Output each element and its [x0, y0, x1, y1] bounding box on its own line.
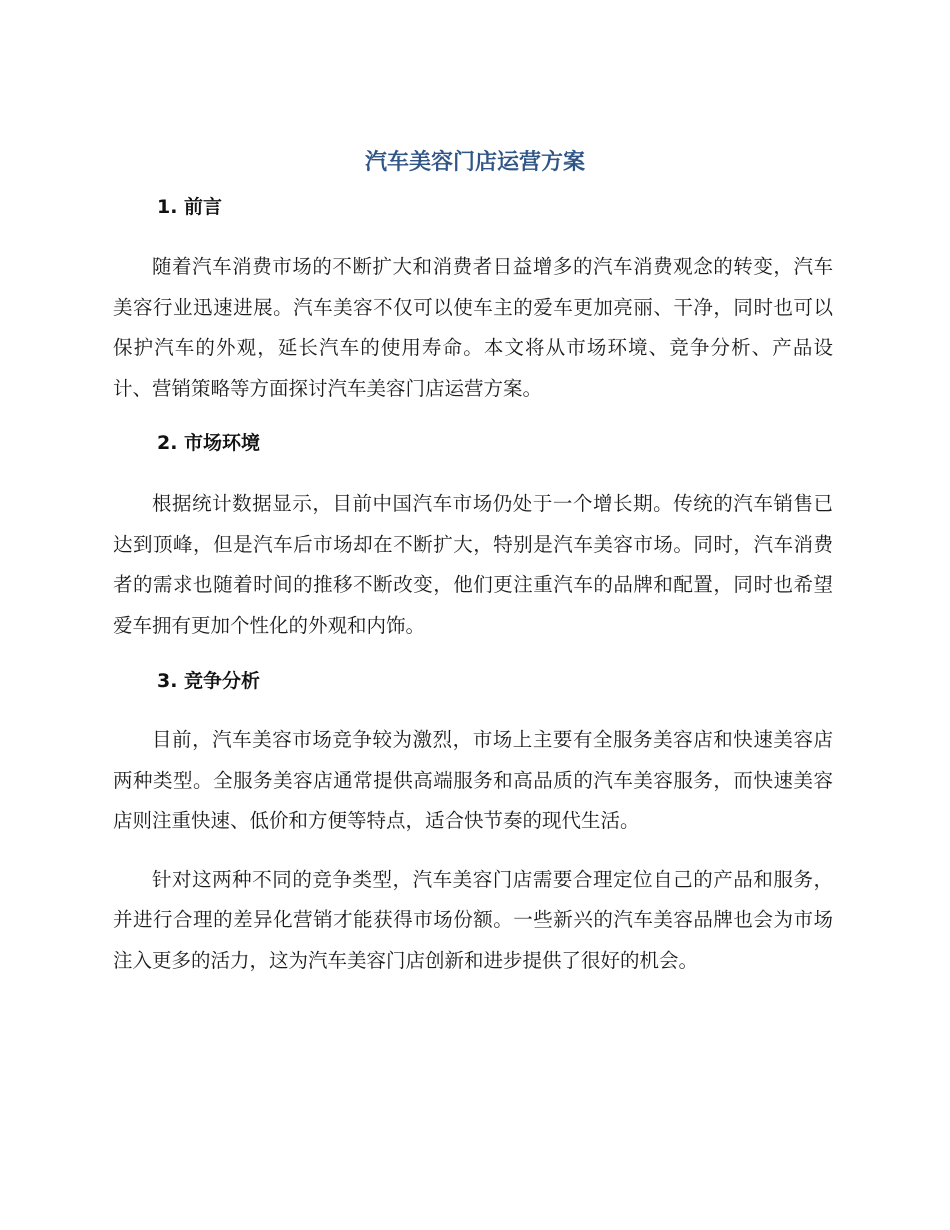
section-heading-preface: 1. 前言 [157, 196, 223, 218]
paragraph-market-environment: 根据统计数据显示，目前中国汽车市场仍处于一个增长期。传统的汽车销售已达到顶峰，但是汽车后市场却在不断扩大，特别是汽车美容市场。同时，汽车消费者的需求也随着时间的推移不断改变，他们更注重汽车的品牌和配置，同时也希望爱车拥有更加个性化的外观和内饰。 [113, 492, 833, 637]
document-body [113, 190, 833, 981]
paragraph-preface: 随着汽车消费市场的不断扩大和消费者日益增多的汽车消费观念的转变，汽车美容行业迅速进展。汽车美容不仅可以使车主的爱车更加亮丽、干净，同时也可以保护汽车的外观，延长汽车的使用寿命。本文将从市场环境、竞争分析、产品设计、营销策略等方面探讨汽车美容门店运营方案。 [113, 255, 833, 400]
section-heading-competition-analysis: 3. 竞争分析 [157, 670, 261, 692]
paragraph-competition-strategy: 针对这两种不同的竞争类型，汽车美容门店需要合理定位自己的产品和服务，并进行合理的差异化营销才能获得市场份额。一些新兴的汽车美容品牌也会为市场注入更多的活力，这为汽车美容门店创新和进步提供了很好的机会。 [113, 867, 833, 972]
section-heading-market-environment: 2. 市场环境 [157, 432, 261, 454]
document-title: 汽车美容门店运营方案 [364, 150, 585, 175]
paragraph-competition-types: 目前，汽车美容市场竞争较为激烈，市场上主要有全服务美容店和快速美容店两种类型。全服务美容店通常提供高端服务和高品质的汽车美容服务，而快速美容店则注重快速、低价和方便等特点，适合快节奏的现代生活。 [113, 728, 833, 832]
